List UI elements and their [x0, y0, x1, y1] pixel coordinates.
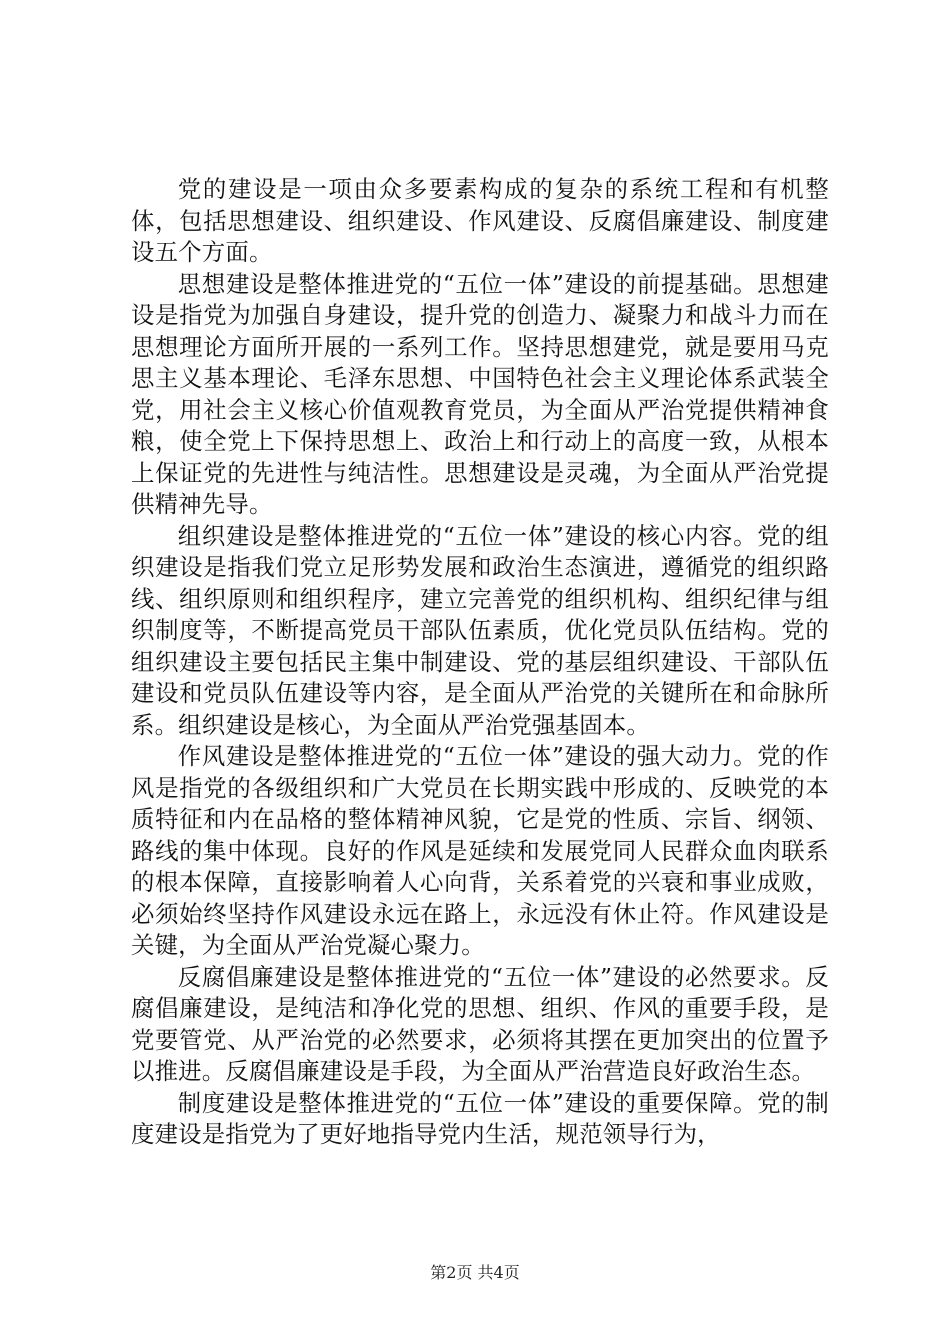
paragraph-ideological-building: 思想建设是整体推进党的“五位一体”建设的前提基础。思想建设是指党为加强自身建设，提升党的创造力、凝聚力和战斗力而在思想理论方面所开展的一系列工作。坚持思想建党，就是要用马克思主义基本理论、毛泽东思想、中国特色社会主义理论体系武装全党，用社会主义核心价值观教育党员，为全面从严治党提供精神食粮，使全党上下保持思想上、政治上和行动上的高度一致，从根本上保证党的先进性与纯洁性。思想建设是灵魂，为全面从严治党提供精神先导。 [131, 269, 829, 518]
paragraph-work-style-building: 作风建设是整体推进党的“五位一体”建设的强大动力。党的作风是指党的各级组织和广大党员在长期实践中形成的、反映党的本质特征和内在品格的整体精神风貌，它是党的性质、宗旨、纲领、路线的集中体现。良好的作风是延续和发展党同人民群众血肉联系的根本保障，直接影响着人心向背，关系着党的兴衰和事业成败，必须始终坚持作风建设永远在路上，永远没有休止符。作风建设是关键，为全面从严治党凝心聚力。 [131, 742, 829, 959]
paragraph-organizational-building: 组织建设是整体推进党的“五位一体”建设的核心内容。党的组织建设是指我们党立足形势发展和政治生态演进，遵循党的组织路线、组织原则和组织程序，建立完善党的组织机构、组织纪律与组织制度等，不断提高党员干部队伍素质，优化党员队伍结构。党的组织建设主要包括民主集中制建设、党的基层组织建设、干部队伍建设和党员队伍建设等内容，是全面从严治党的关键所在和命脉所系。组织建设是核心，为全面从严治党强基固本。 [131, 521, 829, 739]
paragraph-institutional-building: 制度建设是整体推进党的“五位一体”建设的重要保障。党的制度建设是指党为了更好地指导党内生活，规范领导行为， [131, 1088, 829, 1148]
paragraph-anti-corruption-building: 反腐倡廉建设是整体推进党的“五位一体”建设的必然要求。反腐倡廉建设，是纯洁和净化党的思想、组织、作风的重要手段，是党要管党、从严治党的必然要求，必须将其摆在更加突出的位置予以推进。反腐倡廉建设是手段，为全面从严治营造良好政治生态。 [131, 962, 829, 1085]
paragraph-intro: 党的建设是一项由众多要素构成的复杂的系统工程和有机整体，包括思想建设、组织建设、作风建设、反腐倡廉建设、制度建设五个方面。 [131, 175, 829, 266]
document-body [131, 174, 829, 1151]
page-number-footer: 第2页 共4页 [430, 1263, 520, 1282]
